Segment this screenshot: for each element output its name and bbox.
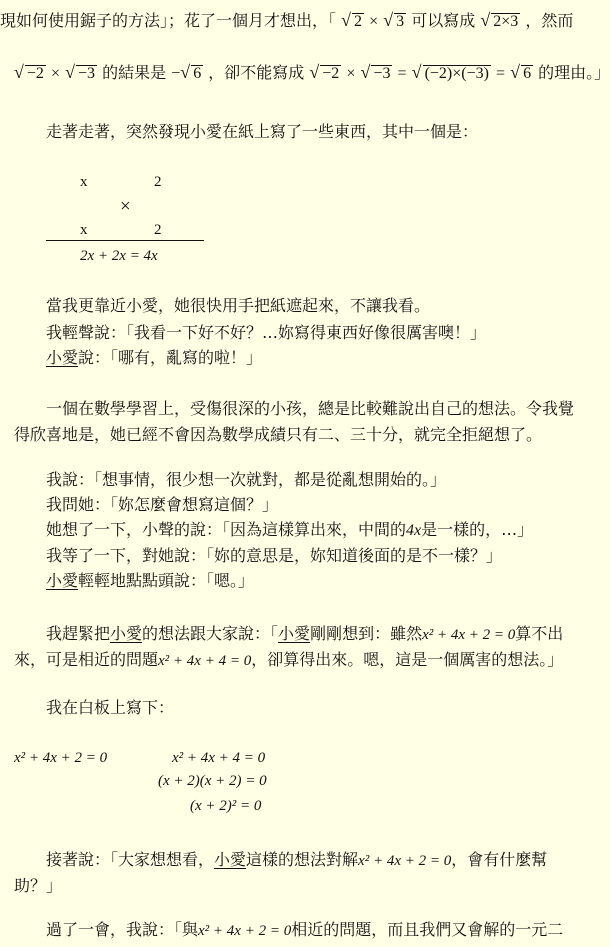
text-segment: 過了一會，我說：「與: [46, 920, 199, 939]
figure-cross: ×: [120, 196, 131, 217]
paragraph-6: [46, 470, 446, 490]
text-segment: 接著說：「大家想想看，: [46, 850, 215, 869]
equals-sign: =: [397, 65, 407, 82]
paragraph-11-line-1: [46, 624, 563, 645]
figure-two-bottom: 2: [154, 222, 162, 238]
text-segment: ，會有什麼幫: [451, 850, 548, 869]
radicand: −3: [78, 65, 96, 82]
paragraph-5-line-1: [46, 399, 574, 419]
radicand: 3: [396, 13, 405, 30]
text-segment: 我在白板上寫下：: [46, 698, 175, 717]
text-segment: 我輕聲說：「我看一下好不好？…妳寫得東西好像很厲害噢！」: [46, 323, 487, 342]
text-segment: 可以寫成: [411, 11, 476, 30]
paragraph-16: [46, 920, 563, 941]
radicand: −2: [26, 65, 44, 82]
text-segment: 來，可是相近的問題: [14, 650, 159, 669]
text-segment: 的結果是: [102, 63, 167, 82]
paragraph-5-line-2: [14, 425, 542, 445]
text-segment: ，卻算得出來。嗯，這是一個厲害的想法。」: [251, 650, 564, 669]
radical-sign: √: [411, 62, 422, 82]
text-segment: 是一樣的，…」: [421, 520, 534, 539]
radicand: 2×3: [493, 13, 519, 30]
radical-sign: √: [510, 62, 521, 82]
text-segment: 她想了一下，小聲的說：「因為這樣算出來，中間的: [46, 520, 407, 539]
name-xiaoai: 小愛: [214, 850, 247, 869]
paragraph-9: [46, 546, 502, 566]
paragraph-14-line-1: [46, 850, 547, 871]
name-xiaoai: 小愛: [110, 624, 143, 643]
paragraph-14-line-2: [14, 876, 62, 896]
text-segment: ，卻不能寫成: [208, 63, 305, 82]
text-segment: 的理由。」: [538, 63, 610, 82]
text-segment: 這樣的想法對解: [246, 850, 359, 869]
text-segment: 的想法跟大家說：「: [142, 624, 279, 643]
text-segment: 現如何使用鋸子的方法」；花了一個月才想出，「: [0, 11, 337, 30]
figure-x-top: x: [80, 174, 88, 190]
text-segment: 得欣喜地是，她已經不會因為數學成績只有二、三十分，就完全拒絕想了。: [14, 425, 543, 444]
paragraph-7: [46, 495, 278, 515]
text-segment: 算不出: [515, 624, 564, 643]
text-segment: 我問她：「妳怎麼會想寫這個？」: [46, 495, 279, 514]
minus-sign: −: [171, 65, 181, 82]
text-segment: ，然而: [525, 11, 574, 30]
name-xiaoai: 小愛: [46, 571, 79, 590]
equation-a: x² + 4x + 2 = 0: [198, 923, 292, 939]
figure-two-top: 2: [154, 174, 162, 190]
text-segment: 走著走著，突然發現小愛在紙上寫了一些東西，其中一個是：: [46, 122, 479, 141]
times-sign: ×: [369, 13, 379, 30]
radical-sign: √: [65, 62, 76, 82]
name-xiaoai: 小愛: [46, 348, 79, 367]
paragraph-3: [46, 323, 486, 343]
text-line-1: [0, 10, 573, 32]
text-segment: 輕輕地點點頭說：「嗯。」: [78, 571, 255, 590]
paragraph-2: [46, 296, 430, 316]
radicand: 6: [523, 65, 532, 82]
board-equation-right-3: (x + 2)² = 0: [190, 798, 262, 814]
board-equation-left: x² + 4x + 2 = 0: [14, 750, 108, 766]
figure-x-bottom: x: [80, 222, 88, 238]
text-line-2: [14, 62, 610, 84]
radical-sign: √: [383, 10, 394, 30]
paragraph-4: [46, 348, 262, 368]
times-sign: ×: [51, 65, 61, 82]
text-segment: 當我更靠近小愛，她很快用手把紙遮起來，不讓我看。: [46, 296, 431, 315]
text-segment: 剛剛想到：雖然: [310, 624, 423, 643]
radical-sign: √: [360, 62, 371, 82]
radicand: −2: [322, 65, 340, 82]
radicand: (−2)×(−3): [424, 65, 489, 82]
text-segment: 一個在數學學習上，受傷很深的小孩，總是比較難說出自己的想法。令我覺: [46, 399, 575, 418]
figure-rule: [46, 240, 204, 241]
paragraph-13: [46, 698, 174, 718]
text-segment: 助？」: [14, 876, 63, 895]
radicand: −3: [373, 65, 391, 82]
radical-sign: √: [309, 62, 320, 82]
text-segment: 相近的問題，而且我們又會解的一元二: [291, 920, 564, 939]
paragraph-8: [46, 520, 533, 541]
text-segment: 我趕緊把: [46, 624, 111, 643]
math-4x: 4x: [406, 522, 422, 539]
equation-a: x² + 4x + 2 = 0: [422, 627, 516, 643]
times-sign: ×: [346, 65, 356, 82]
equals-sign: =: [496, 65, 506, 82]
figure-sum: 2x + 2x = 4x: [80, 248, 158, 264]
text-segment: 我說：「想事情，很少想一次就對，都是從亂想開始的。」: [46, 470, 447, 489]
board-equation-right-2: (x + 2)(x + 2) = 0: [158, 773, 267, 789]
paragraph-1: [46, 122, 478, 142]
equation-b: x² + 4x + 4 = 0: [158, 653, 252, 669]
name-xiaoai: 小愛: [278, 624, 311, 643]
board-equation-right-1: x² + 4x + 4 = 0: [172, 750, 266, 766]
text-segment: 我等了一下，對她說：「妳的意思是，妳知道後面的是不一樣？」: [46, 546, 503, 565]
radical-sign: √: [480, 10, 491, 30]
text-segment: 說：「哪有，亂寫的啦！」: [78, 348, 263, 367]
radicand: 2: [354, 13, 362, 30]
radicand: 6: [193, 65, 202, 82]
equation-a: x² + 4x + 2 = 0: [358, 853, 452, 869]
paragraph-10: [46, 571, 254, 591]
paragraph-11-line-2: [14, 650, 563, 671]
radical-sign: √: [341, 10, 351, 30]
radical-sign: √: [180, 62, 191, 82]
radical-sign: √: [14, 62, 24, 82]
